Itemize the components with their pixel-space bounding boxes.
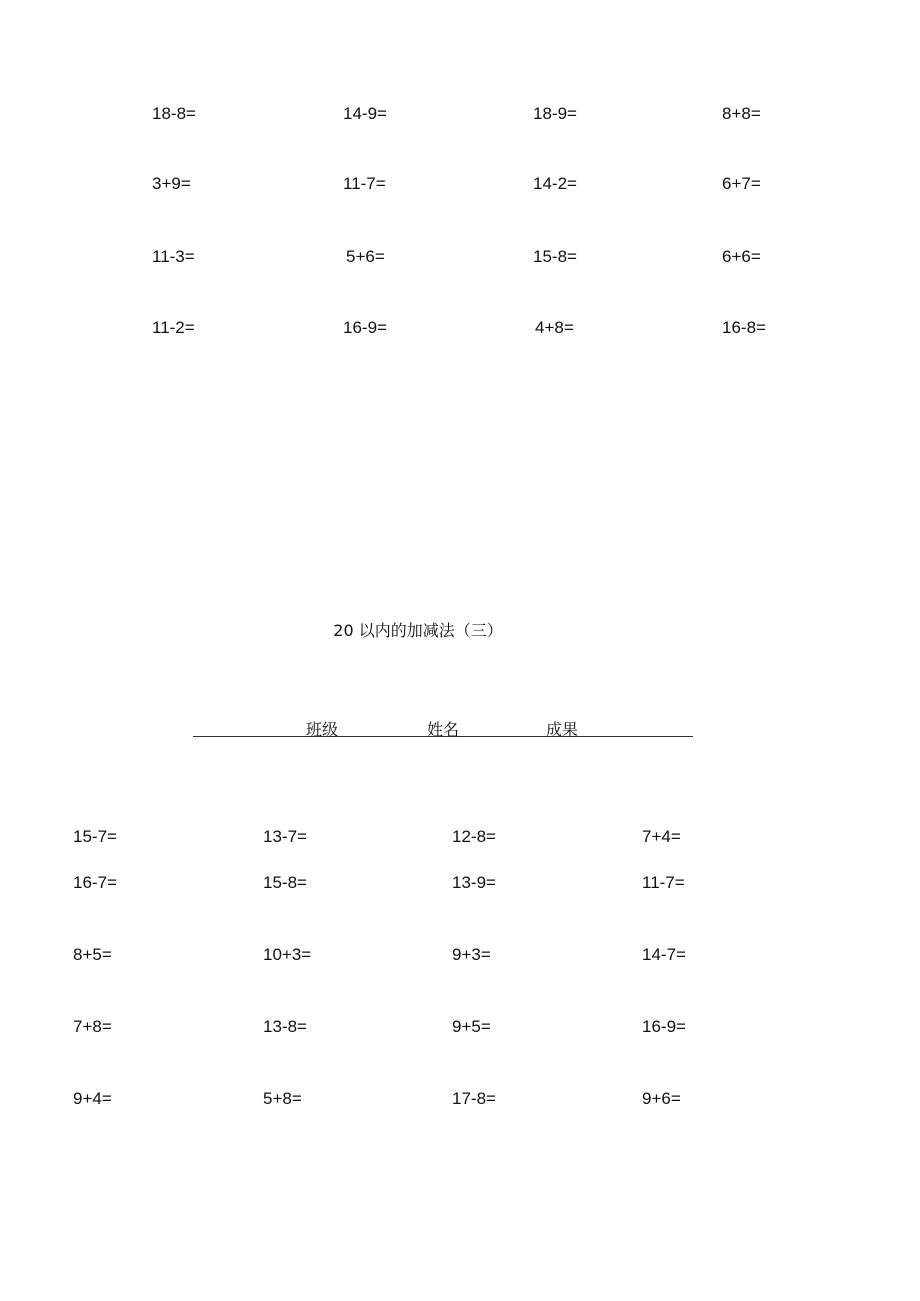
problem-item: 15-8= — [263, 873, 307, 892]
problem-item: 11-7= — [642, 873, 685, 892]
problem-item: 16-9= — [343, 318, 387, 337]
class-label: 班级 — [306, 720, 339, 739]
problem-item: 16-9= — [642, 1017, 686, 1036]
problem-item: 15-7= — [73, 827, 117, 846]
problem-item: 10+3= — [263, 945, 312, 964]
problem-item: 17-8= — [452, 1089, 496, 1108]
problem-item: 7+8= — [73, 1017, 112, 1036]
name-label: 姓名 — [427, 720, 460, 739]
problem-item: 8+8= — [722, 104, 761, 123]
problem-item: 11-3= — [152, 247, 195, 266]
problem-item: 11-2= — [152, 318, 195, 337]
problem-item: 18-8= — [152, 104, 196, 123]
problem-item: 14-7= — [642, 945, 686, 964]
problem-item: 9+5= — [452, 1017, 491, 1036]
problem-item: 9+3= — [452, 945, 491, 964]
worksheet-title: 20 以内的加减法（三） — [333, 621, 503, 640]
problem-item: 6+7= — [722, 174, 761, 193]
problem-item: 13-9= — [452, 873, 496, 892]
problem-item: 6+6= — [722, 247, 761, 266]
problem-item: 4+8= — [535, 318, 574, 337]
problem-item: 5+6= — [346, 247, 385, 266]
problem-item: 3+9= — [152, 174, 191, 193]
problem-item: 14-2= — [533, 174, 577, 193]
problem-item: 7+4= — [642, 827, 681, 846]
problem-item: 16-7= — [73, 873, 117, 892]
score-label: 成果 — [546, 720, 579, 739]
problem-item: 9+6= — [642, 1089, 681, 1108]
problem-item: 12-8= — [452, 827, 496, 846]
student-info-line — [193, 716, 693, 737]
problem-item: 13-7= — [263, 827, 307, 846]
problem-item: 14-9= — [343, 104, 387, 123]
problem-item: 18-9= — [533, 104, 577, 123]
problem-item: 11-7= — [343, 174, 386, 193]
problem-item: 9+4= — [73, 1089, 112, 1108]
problem-item: 5+8= — [263, 1089, 302, 1108]
problem-item: 13-8= — [263, 1017, 307, 1036]
problem-item: 8+5= — [73, 945, 112, 964]
problem-item: 16-8= — [722, 318, 766, 337]
problem-item: 15-8= — [533, 247, 577, 266]
